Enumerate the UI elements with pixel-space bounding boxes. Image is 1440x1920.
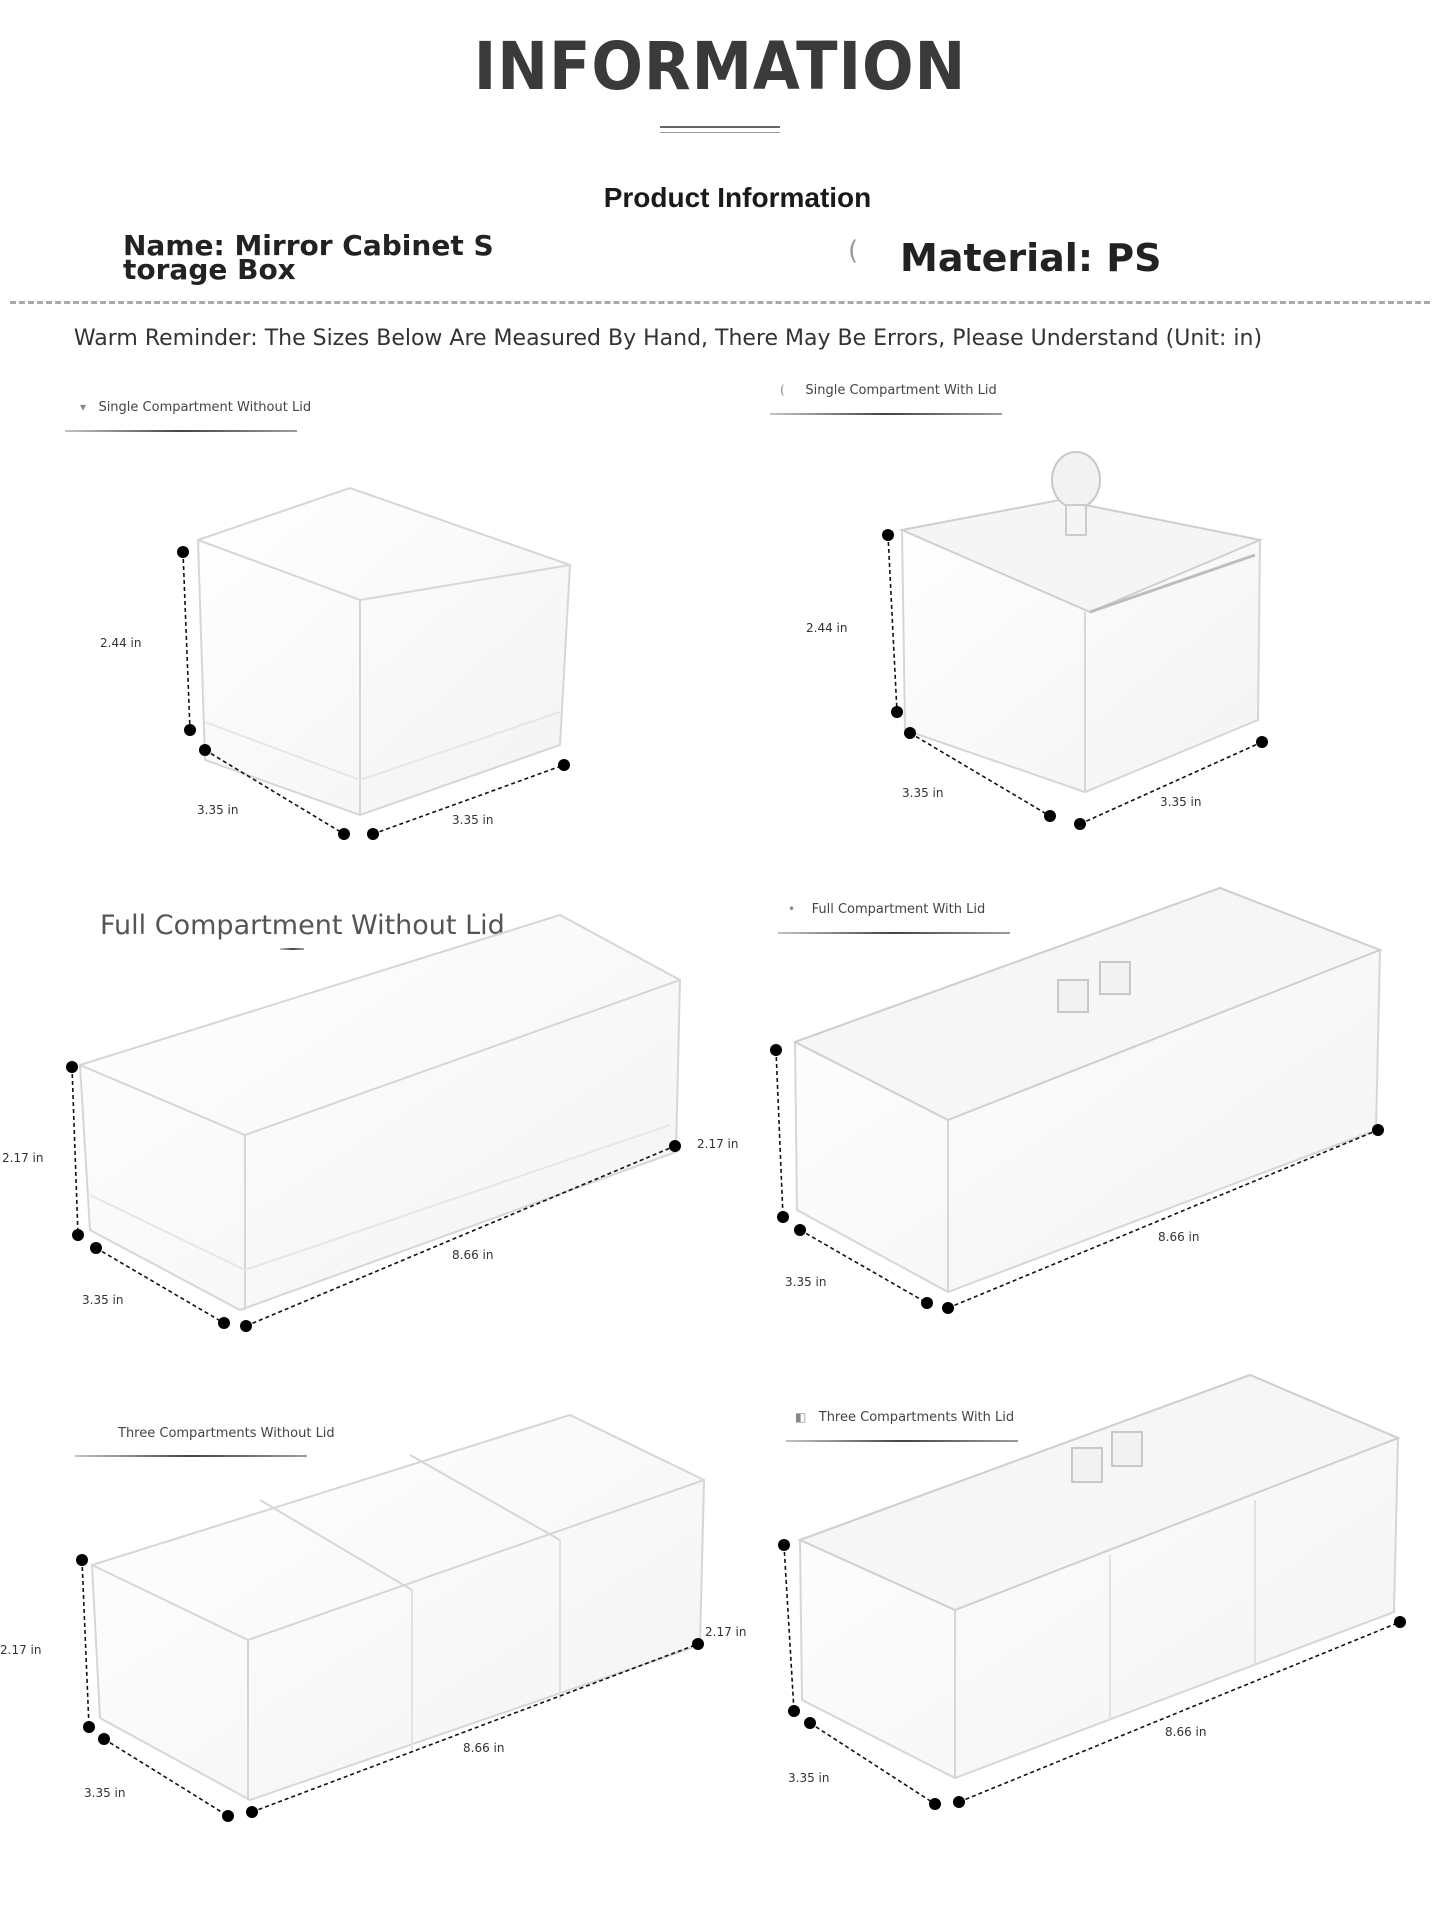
box-single-lid	[902, 452, 1260, 792]
dim-height: 2.44 in	[806, 621, 848, 635]
dim-length: 8.66 in	[1158, 1230, 1200, 1244]
page-title: INFORMATION	[473, 28, 967, 105]
dim-length: 8.66 in	[452, 1248, 494, 1262]
variant-label-full-no-lid: Full Compartment Without Lid	[100, 910, 505, 941]
box-single-no-lid	[198, 488, 570, 815]
dim-length: 3.35 in	[452, 813, 494, 827]
dim-length: 8.66 in	[463, 1741, 505, 1755]
variant-label-single-no-lid: ▾ Single Compartment Without Lid	[80, 400, 312, 415]
measurement-reminder: Warm Reminder: The Sizes Below Are Measured By Hand, There May Be Errors, Please Understand (Unit: in)	[73, 326, 1263, 351]
dim-depth: 3.35 in	[84, 1786, 126, 1800]
dim-depth: 3.35 in	[197, 803, 239, 817]
bullet-icon: ◧	[795, 1410, 807, 1424]
variant-label-three-lid: ◧ Three Compartments With Lid	[795, 1410, 1015, 1425]
dim-height-right: 2.17 in	[705, 1625, 747, 1639]
bullet-icon: ▾	[80, 400, 87, 414]
variant-label-full-lid: • Full Compartment With Lid	[788, 902, 986, 917]
variant-label-single-lid: ( Single Compartment With Lid	[780, 383, 997, 398]
bullet-icon: •	[788, 902, 796, 916]
product-information-heading: Product Information	[603, 182, 872, 213]
dim-height: 2.17 in	[2, 1151, 44, 1165]
dim-depth: 3.35 in	[785, 1275, 827, 1289]
dim-length: 8.66 in	[1165, 1725, 1207, 1739]
bracket-glyph: (	[848, 236, 859, 266]
dim-height: 2.17 in	[0, 1643, 42, 1657]
dim-depth: 3.35 in	[902, 786, 944, 800]
product-material: Material: PS	[900, 236, 1162, 280]
variant-label-three-no-lid: Three Compartments Without Lid	[118, 1426, 335, 1441]
dim-height-right: 2.17 in	[697, 1137, 739, 1151]
box-three-no-lid	[92, 1415, 704, 1800]
dim-length: 3.35 in	[1160, 795, 1202, 809]
dim-depth: 3.35 in	[82, 1293, 124, 1307]
dim-depth: 3.35 in	[788, 1771, 830, 1785]
box-full-no-lid	[80, 915, 680, 1310]
box-full-lid	[795, 888, 1380, 1292]
product-name: Name: Mirror Cabinet Storage Box	[123, 229, 494, 286]
bullet-icon: (	[780, 383, 785, 397]
box-three-lid	[800, 1375, 1398, 1778]
dim-height: 2.44 in	[100, 636, 142, 650]
